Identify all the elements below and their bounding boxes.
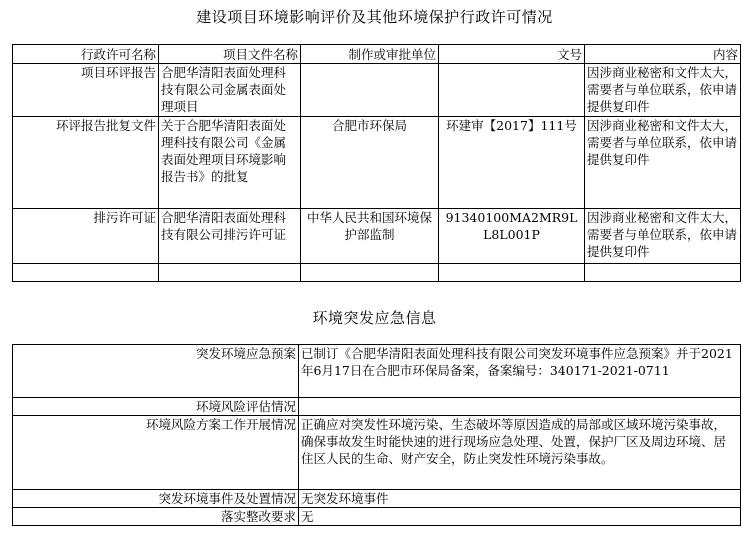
header-permit-name: 行政许可名称: [13, 45, 159, 64]
emergency-value-cell: 无突发环境事件: [299, 490, 741, 508]
permit-name-cell: 排污许可证: [13, 209, 159, 264]
table-row: [13, 490, 741, 508]
doc-no-cell: [439, 64, 585, 117]
org-cell: 合肥市环保局: [301, 117, 439, 209]
content-cell: 因涉商业秘密和文件太大，需要者与单位联系，依申请提供复印件: [585, 209, 741, 264]
table-row: [13, 209, 741, 264]
table-row: [13, 345, 741, 398]
doc-no-cell: 环建审【2017】111号: [439, 117, 585, 209]
emergency-label-cell: 环境风险评估情况: [13, 398, 299, 416]
emergency-label-cell: 落实整改要求: [13, 508, 299, 526]
table-row: [13, 398, 741, 416]
doc-no-cell: [439, 264, 585, 282]
emergency-value-cell: 已制订《合肥华清阳表面处理科技有限公司突发环境事件应急预案》并于2021年6月17日在合肥市环保局备案，备案编号：340171-2021-0711: [299, 345, 741, 398]
org-cell: [301, 264, 439, 282]
permit-name-cell: [13, 264, 159, 282]
emergency-label-cell: 突发环境事件及处置情况: [13, 490, 299, 508]
emergency-label-cell: 环境风险方案工作开展情况: [13, 416, 299, 490]
table-row: [13, 264, 741, 282]
permits-table: [12, 44, 741, 282]
org-cell: [301, 64, 439, 117]
header-org: 制作或审批单位: [301, 45, 439, 64]
header-doc-no: 文号: [439, 45, 585, 64]
org-cell: 中华人民共和国环境保护部监制: [301, 209, 439, 264]
file-name-cell: [159, 264, 301, 282]
file-name-cell: 合肥华清阳表面处理科技有限公司排污许可证: [159, 209, 301, 264]
table-row: [13, 117, 741, 209]
emergency-label-cell: 突发环境应急预案: [13, 345, 299, 398]
header-file-name: 项目文件名称: [159, 45, 301, 64]
content-cell: 因涉商业秘密和文件太大，需要者与单位联系，依申请提供复印件: [585, 117, 741, 209]
table-row: [13, 416, 741, 490]
file-name-cell: 关于合肥华清阳表面处理科技有限公司《金属表面处理项目环境影响报告书》的批复: [159, 117, 301, 209]
emergency-table: [12, 344, 741, 526]
doc-no-cell: 91340100MA2MR9L L8L001P: [439, 209, 585, 264]
permit-name-cell: 环评报告批复文件: [13, 117, 159, 209]
emergency-value-cell: [299, 398, 741, 416]
permits-header-row: [13, 45, 741, 64]
content-cell: [585, 264, 741, 282]
permit-name-cell: 项目环评报告: [13, 64, 159, 117]
header-content: 内容: [585, 45, 741, 64]
emergency-value-cell: 无: [299, 508, 741, 526]
content-cell: 因涉商业秘密和文件太大，需要者与单位联系，依申请提供复印件: [585, 64, 741, 117]
table-row: [13, 508, 741, 526]
file-name-cell: 合肥华清阳表面处理科技有限公司金属表面处理项目: [159, 64, 301, 117]
permits-section-title: 建设项目环境影响评价及其他环境保护行政许可情况: [196, 8, 553, 26]
table-row: [13, 64, 741, 117]
emergency-section-title: 环境突发应急信息: [312, 309, 437, 327]
emergency-value-cell: 正确应对突发性环境污染、生态破坏等原因造成的局部或区域环境污染事故，确保事故发生时能快速的进行现场应急处理、处置，保护厂区及周边环境、居住区人民的生命、财产安全，防止突发性环境污染事故。: [299, 416, 741, 490]
